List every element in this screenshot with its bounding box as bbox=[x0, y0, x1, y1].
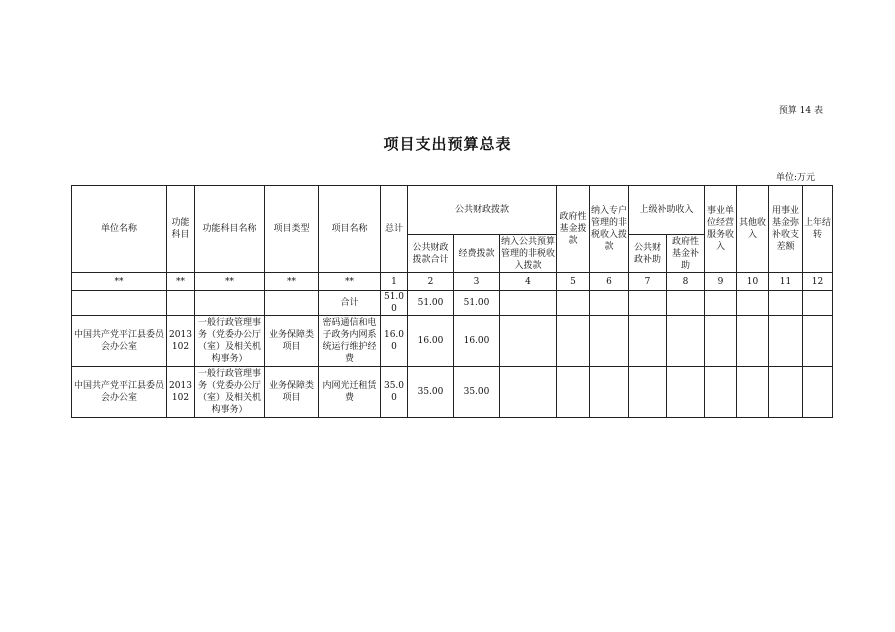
cell-type: 业务保障类项目 bbox=[265, 367, 319, 418]
cell-empty bbox=[737, 367, 769, 418]
cell-empty bbox=[629, 291, 667, 316]
cell-total: 16.00 bbox=[381, 316, 408, 367]
cell-empty bbox=[803, 367, 833, 418]
index-cell: 7 bbox=[629, 273, 667, 291]
cell-empty bbox=[803, 291, 833, 316]
cell-empty bbox=[590, 367, 629, 418]
th-funds: 经费拨款 bbox=[454, 235, 500, 273]
th-unit-name: 单位名称 bbox=[72, 186, 167, 273]
index-cell: 10 bbox=[737, 273, 769, 291]
th-fund-balance: 用事业基金弥补收支差额 bbox=[769, 186, 803, 273]
form-number: 预算 14 表 bbox=[778, 106, 823, 116]
index-cell: ** bbox=[195, 273, 265, 291]
index-row bbox=[72, 273, 833, 291]
cell-unit: 中国共产党平江县委员会办公室 bbox=[72, 316, 167, 367]
th-upper-gov-fund: 政府性基金补助 bbox=[667, 235, 705, 273]
cell-empty bbox=[667, 316, 705, 367]
cell-empty bbox=[769, 367, 803, 418]
cell-empty bbox=[265, 291, 319, 316]
index-cell: ** bbox=[319, 273, 381, 291]
cell-empty bbox=[557, 367, 590, 418]
cell-unit: 中国共产党平江县委员会办公室 bbox=[72, 367, 167, 418]
cell-empty bbox=[500, 316, 557, 367]
index-cell: 6 bbox=[590, 273, 629, 291]
index-cell: 12 bbox=[803, 273, 833, 291]
th-public-fiscal: 公共财政拨款 bbox=[408, 186, 557, 235]
th-func-subject: 功能科目 bbox=[167, 186, 195, 273]
total-funds: 51.00 bbox=[454, 291, 500, 316]
cell-empty bbox=[500, 291, 557, 316]
cell-empty bbox=[737, 316, 769, 367]
cell-total: 35.00 bbox=[381, 367, 408, 418]
cell-empty bbox=[590, 291, 629, 316]
th-project-name: 项目名称 bbox=[319, 186, 381, 273]
total-label: 合计 bbox=[319, 291, 381, 316]
th-gov-fund: 政府性基金拨款 bbox=[557, 186, 590, 273]
cell-empty bbox=[629, 367, 667, 418]
index-cell: ** bbox=[72, 273, 167, 291]
index-cell: 5 bbox=[557, 273, 590, 291]
cell-empty bbox=[769, 316, 803, 367]
table-row bbox=[72, 367, 833, 418]
th-other-income: 其他收入 bbox=[737, 186, 769, 273]
th-public-fiscal-total: 公共财政拨款合计 bbox=[408, 235, 454, 273]
cell-project: 内网光迁租赁费 bbox=[319, 367, 381, 418]
cell-func-name: 一般行政管理事务（党委办公厅（室）及相关机构事务） bbox=[195, 367, 265, 418]
index-cell: 9 bbox=[705, 273, 737, 291]
cell-empty bbox=[737, 291, 769, 316]
th-project-type: 项目类型 bbox=[265, 186, 319, 273]
th-func-subject-name: 功能科目名称 bbox=[195, 186, 265, 273]
cell-empty bbox=[195, 291, 265, 316]
budget-table bbox=[71, 185, 833, 418]
th-total: 总计 bbox=[381, 186, 408, 273]
th-special-non-tax: 纳入专户管理的非税收入拨款 bbox=[590, 186, 629, 273]
index-cell: 1 bbox=[381, 273, 408, 291]
cell-code: 2013102 bbox=[167, 367, 195, 418]
index-cell: 3 bbox=[454, 273, 500, 291]
index-cell: 11 bbox=[769, 273, 803, 291]
cell-empty bbox=[705, 316, 737, 367]
th-non-tax: 纳入公共预算管理的非税收入拨款 bbox=[501, 236, 556, 271]
unit-label: 单位:万元 bbox=[775, 173, 815, 183]
th-upper-public: 公共财政补助 bbox=[629, 235, 667, 273]
cell-empty bbox=[705, 367, 737, 418]
th-business-income: 事业单位经营服务收入 bbox=[705, 186, 737, 273]
cell-public-total: 35.00 bbox=[408, 367, 454, 418]
cell-funds: 16.00 bbox=[454, 316, 500, 367]
index-cell: ** bbox=[265, 273, 319, 291]
th-upper-subsidy: 上级补助收入 bbox=[629, 186, 705, 235]
cell-empty bbox=[769, 291, 803, 316]
table-row bbox=[72, 316, 833, 367]
cell-type: 业务保障类项目 bbox=[265, 316, 319, 367]
cell-public-total: 16.00 bbox=[408, 316, 454, 367]
cell-funds: 35.00 bbox=[454, 367, 500, 418]
cell-func-name: 一般行政管理事务（党委办公厅（室）及相关机构事务） bbox=[195, 316, 265, 367]
total-total: 51.00 bbox=[381, 291, 408, 316]
total-public: 51.00 bbox=[408, 291, 454, 316]
cell-project: 密码通信和电子政务内网系统运行维护经费 bbox=[319, 316, 381, 367]
total-row bbox=[72, 291, 833, 316]
cell-empty bbox=[167, 291, 195, 316]
cell-empty bbox=[629, 316, 667, 367]
cell-empty bbox=[557, 316, 590, 367]
cell-empty bbox=[667, 367, 705, 418]
cell-empty bbox=[590, 316, 629, 367]
page-title: 项目支出预算总表 bbox=[383, 135, 512, 153]
cell-empty bbox=[557, 291, 590, 316]
cell-empty bbox=[705, 291, 737, 316]
cell-empty bbox=[803, 316, 833, 367]
cell-empty bbox=[500, 367, 557, 418]
index-cell: ** bbox=[167, 273, 195, 291]
index-cell: 4 bbox=[500, 273, 557, 291]
cell-empty bbox=[667, 291, 705, 316]
index-cell: 8 bbox=[667, 273, 705, 291]
th-last-year: 上年结转 bbox=[803, 186, 833, 273]
index-cell: 2 bbox=[408, 273, 454, 291]
cell-code: 2013102 bbox=[167, 316, 195, 367]
cell-empty bbox=[72, 291, 167, 316]
header-row-1 bbox=[72, 186, 833, 235]
